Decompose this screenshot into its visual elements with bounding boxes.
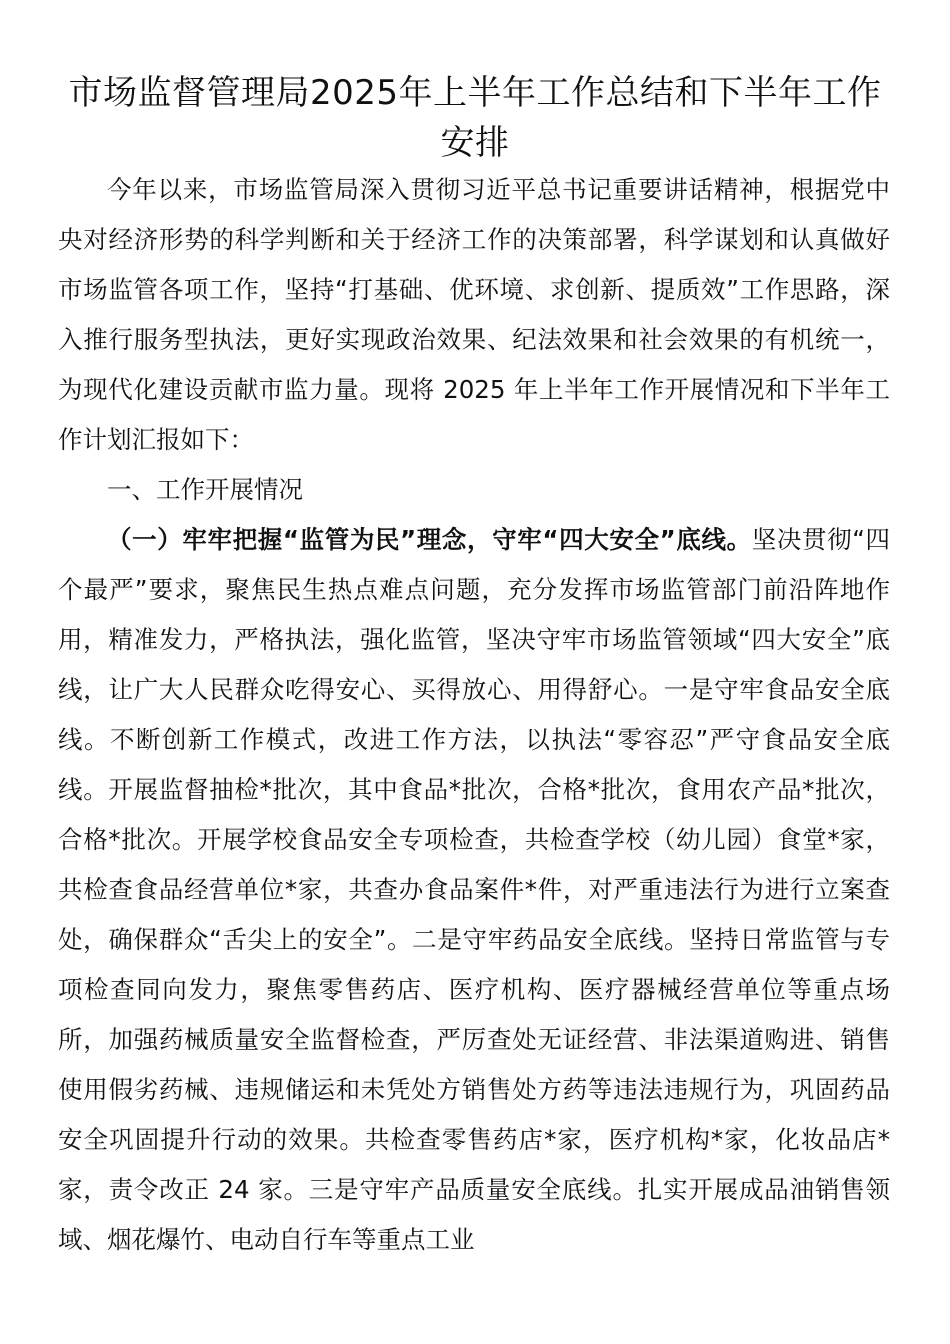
subsection-paragraph xyxy=(58,515,890,1265)
intro-paragraph: 今年以来，市场监管局深入贯彻习近平总书记重要讲话精神，根据党中央对经济形势的科学判断和关于经济工作的决策部署，科学谋划和认真做好市场监管各项工作，坚持“打基础、优环境、求创新、提质效”工作思路，深入推行服务型执法，更好实现政治效果、纪法效果和社会效果的有机统一，为现代化建设贡献市监力量。现将 2025 年上半年工作开展情况和下半年工作计划汇报如下： xyxy=(58,175,890,454)
document-title: 市场监督管理局2025年上半年工作总结和下半年工作安排 xyxy=(68,73,882,163)
document-body xyxy=(58,165,890,1265)
subsection-heading: （一）牢牢把握“监管为民”理念，守牢“四大安全”底线。 xyxy=(107,525,752,554)
section-heading: 一、工作开展情况 xyxy=(107,475,303,504)
subsection-body: 坚决贯彻“四个最严”要求，聚焦民生热点难点问题，充分发挥市场监管部门前沿阵地作用，精准发力，严格执法，强化监管，坚决守牢市场监管领域“四大安全”底线，让广大人民群众吃得安心、买得放心、用得舒心。一是守牢食品安全底线。不断创新工作模式，改进工作方法，以执法“零容忍”严守食品安全底线。开展监督抽检*批次，其中食品*批次，合格*批次，食用农产品*批次，合格*批次。开展学校食品安全专项检查，共检查学校（幼儿园）食堂*家，共检查食品经营单位*家，共查办食品案件*件，对严重违法行为进行立案查处，确保群众“舌尖上的安全”。二是守牢药品安全底线。坚持日常监管与专项检查同向发力，聚焦零售药店、医疗机构、医疗器械经营单位等重点场所，加强药械质量安全监督检查，严厉查处无证经营、非法渠道购进、销售使用假劣药械、违规储运和未凭处方销售处方药等违法违规行为，巩固药品安全巩固提升行动的效果。共检查零售药店*家，医疗机构*家，化妆品店*家，责令改正 24 家。三是守牢产品质量安全底线。扎实开展成品油销售领域、烟花爆竹、电动自行车等重点工业 xyxy=(58,525,891,1254)
